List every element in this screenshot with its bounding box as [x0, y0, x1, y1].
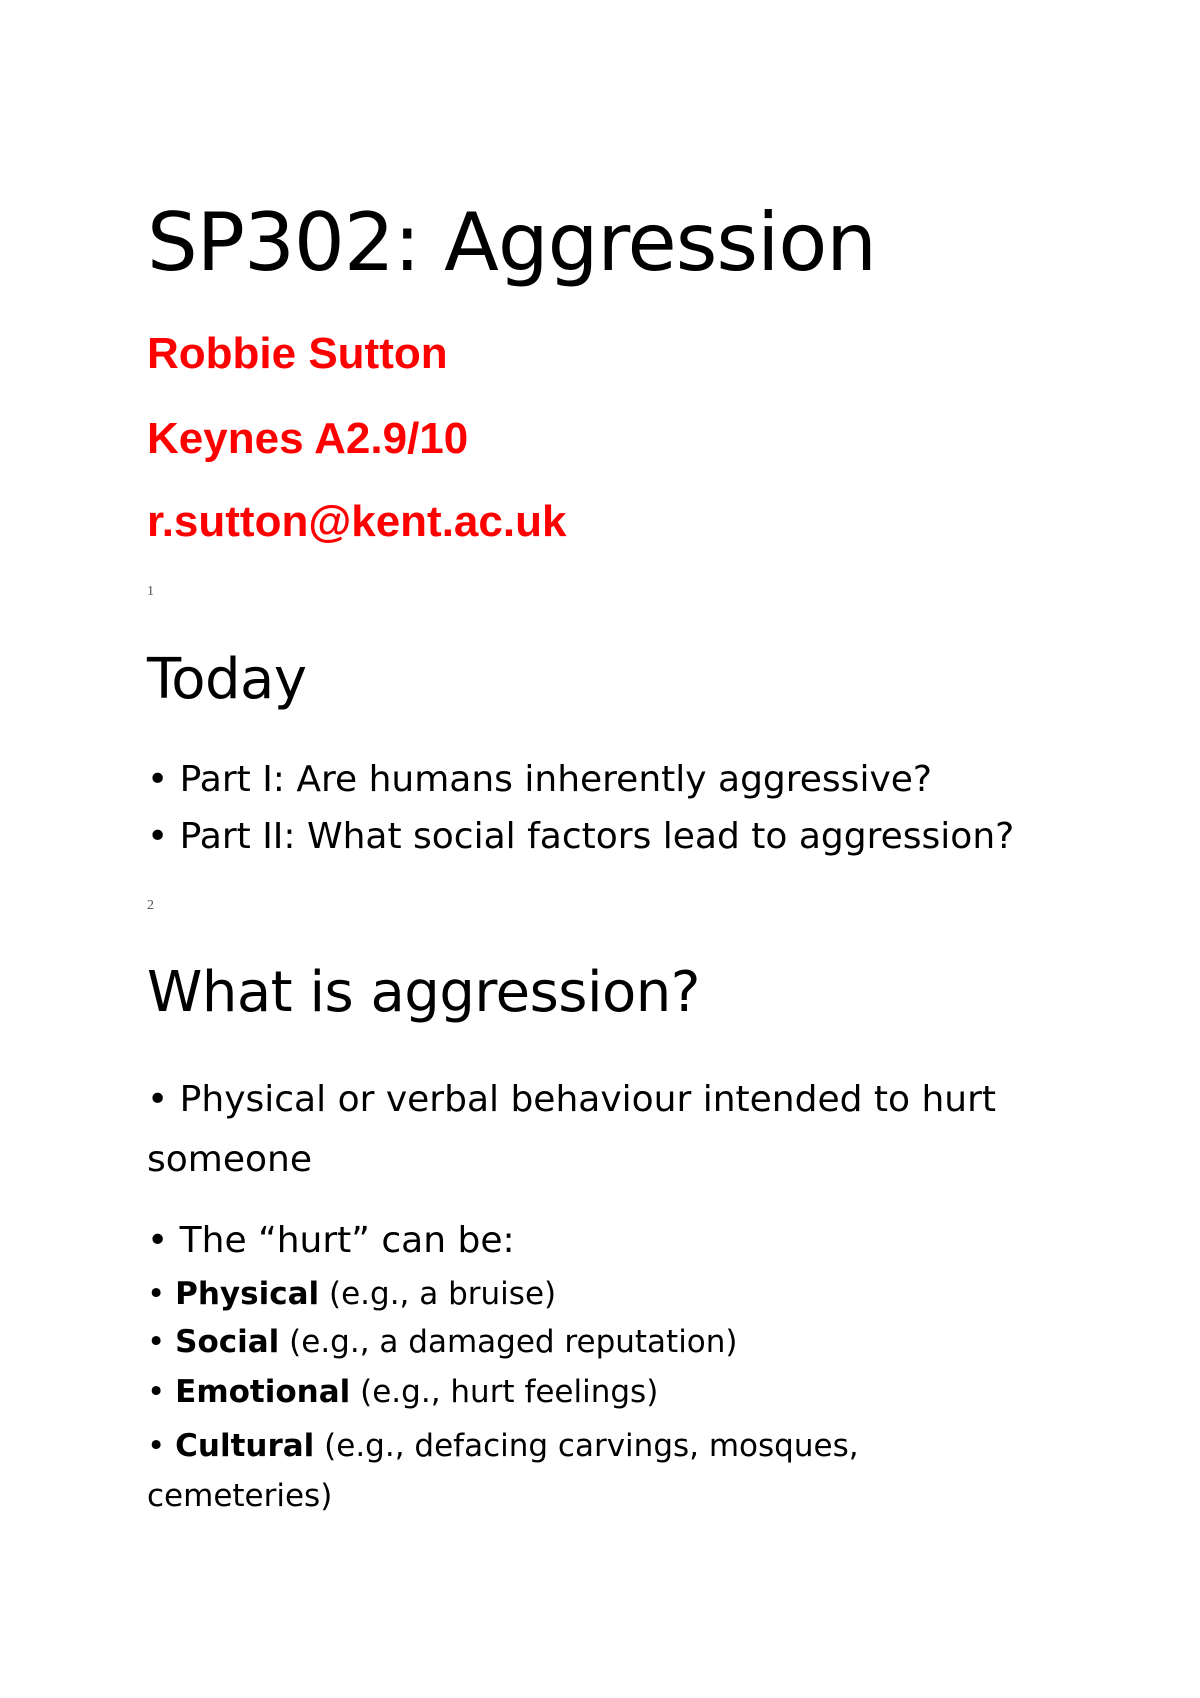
- hurt-type-item: [147, 1274, 556, 1314]
- bullet-marker: •: [147, 1324, 176, 1360]
- hurt-type-item: [147, 1421, 907, 1521]
- hurt-type-term: Physical: [175, 1276, 320, 1312]
- bullet-item: • Part I: Are humans inherently aggressive?: [147, 759, 933, 800]
- bullet-marker: •: [147, 1428, 176, 1464]
- hurt-type-example: (e.g., hurt feelings): [350, 1374, 659, 1410]
- office-location: Keynes A2.9/10: [147, 414, 469, 463]
- bullet-item: • Part II: What social factors lead to aggression?: [147, 816, 1015, 857]
- author-name: Robbie Sutton: [147, 329, 448, 378]
- slide-heading: What is aggression?: [147, 960, 701, 1025]
- hurt-type-term: Cultural: [175, 1428, 315, 1464]
- slide-number: 2: [147, 898, 154, 913]
- hurt-type-example: (e.g., a damaged reputation): [279, 1324, 738, 1360]
- hurt-type-term: Emotional: [175, 1374, 351, 1410]
- slide-title: SP302: Aggression: [147, 196, 876, 289]
- bullet-marker: •: [147, 1374, 176, 1410]
- hurt-type-term: Social: [175, 1324, 280, 1360]
- bullet-item: • The “hurt” can be:: [147, 1220, 515, 1261]
- hurt-type-item: [147, 1372, 658, 1412]
- slide-number: 1: [147, 584, 154, 599]
- slide-heading: Today: [147, 647, 307, 712]
- email-address: r.sutton@kent.ac.uk: [147, 497, 567, 546]
- definition-bullet: • Physical or verbal behaviour intended to hurt someone: [147, 1079, 997, 1180]
- bullet-marker: •: [147, 1276, 176, 1312]
- hurt-type-example: (e.g., a bruise): [319, 1276, 557, 1312]
- hurt-type-example: (e.g., defacing carvings, mosques, cemeteries): [147, 1428, 859, 1514]
- hurt-type-item: [147, 1322, 738, 1362]
